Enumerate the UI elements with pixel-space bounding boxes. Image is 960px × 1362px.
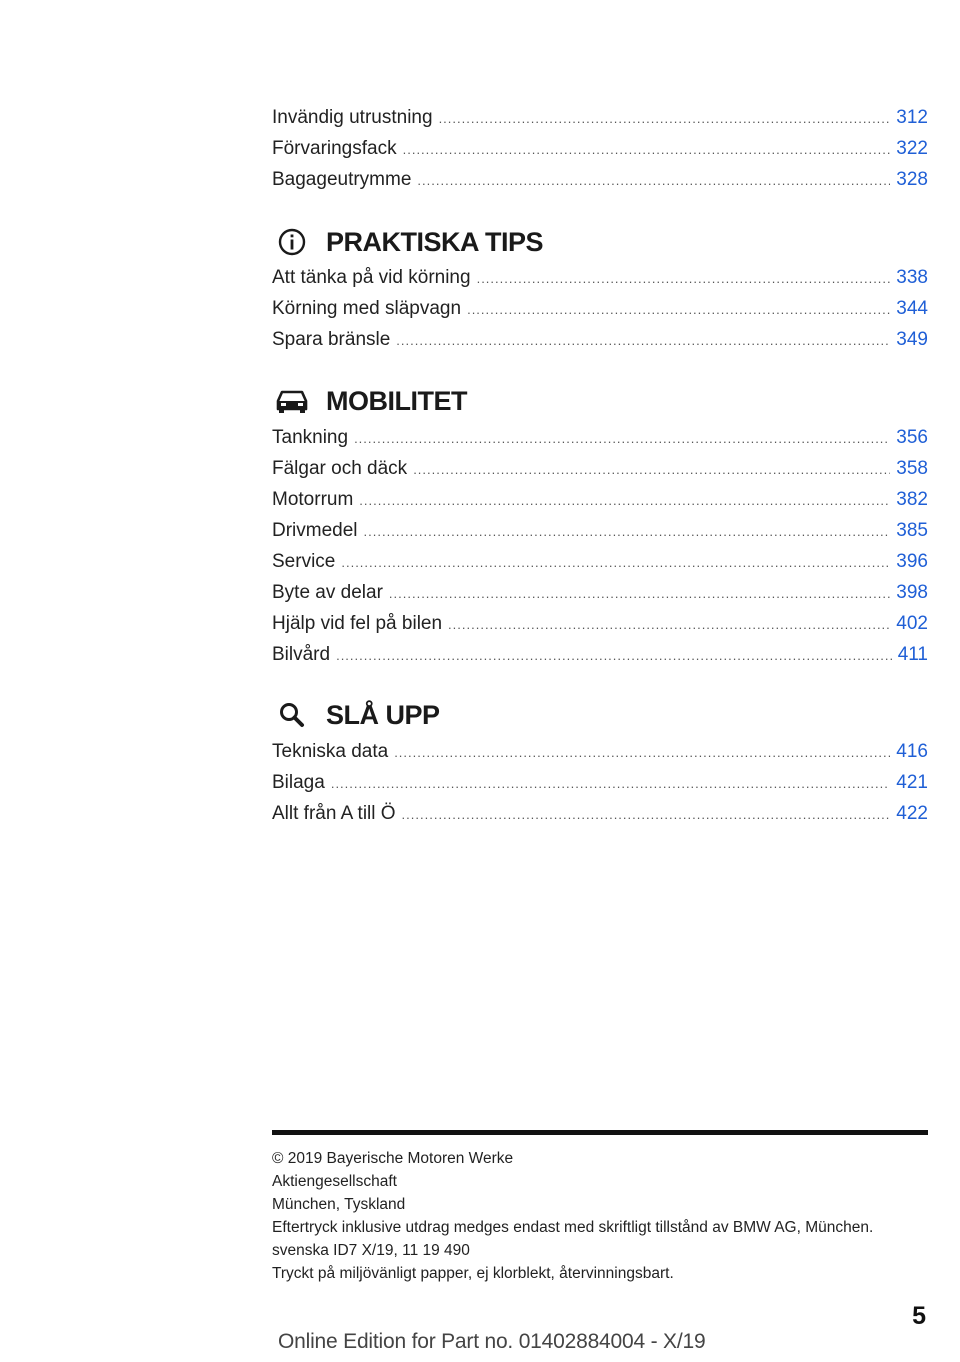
toc-entry-page-link[interactable]: 312 <box>896 107 928 128</box>
toc-entry-title: Allt från A till Ö <box>272 803 396 824</box>
leader-dots <box>477 263 891 294</box>
toc-entry-page-link[interactable]: 402 <box>896 613 928 634</box>
toc-entry-page-link[interactable]: 411 <box>897 644 928 665</box>
toc-entry-title: Tankning <box>272 427 349 448</box>
toc-entry-title: Bilvård <box>272 644 331 665</box>
toc-entry-title: Bagageutrymme <box>272 169 412 190</box>
toc-entry[interactable] <box>272 736 928 767</box>
toc-entry-page-link[interactable]: 349 <box>896 329 928 350</box>
toc-entry-title: Förvaringsfack <box>272 138 397 159</box>
toc-entry[interactable] <box>272 422 928 453</box>
toc-entry[interactable] <box>272 484 928 515</box>
magnifier-icon <box>272 695 312 735</box>
leader-dots <box>331 768 890 799</box>
section-heading: PRAKTISKA TIPS <box>326 226 544 257</box>
section-heading: MOBILITET <box>326 385 467 416</box>
leader-dots <box>354 423 890 454</box>
section-header-praktiska-tips <box>272 222 543 262</box>
watermark-text: Online Edition for Part no. 01402884004 - X/19 <box>278 1330 706 1353</box>
toc-entry[interactable] <box>272 133 928 164</box>
toc-entry-page-link[interactable]: 356 <box>896 427 928 448</box>
toc-list-top <box>272 102 928 195</box>
section-heading: SLÅ UPP <box>326 699 440 730</box>
toc-entry-title: Spara bränsle <box>272 329 391 350</box>
imprint-line: svenska ID7 X/19, 11 19 490 <box>272 1242 470 1259</box>
toc-entry-title: Drivmedel <box>272 520 358 541</box>
toc-entry-page-link[interactable]: 421 <box>896 772 928 793</box>
leader-dots <box>413 454 890 485</box>
leader-dots <box>364 516 891 547</box>
toc-list-sla-upp <box>272 736 928 829</box>
section-header-sla-upp <box>272 695 440 735</box>
imprint-line: © 2019 Bayerische Motoren Werke <box>272 1150 514 1167</box>
toc-entry-page-link[interactable]: 422 <box>896 803 928 824</box>
toc-entry[interactable] <box>272 324 928 355</box>
toc-entry-page-link[interactable]: 398 <box>896 582 928 603</box>
info-icon <box>272 222 312 262</box>
imprint-line: Aktiengesellschaft <box>272 1173 397 1190</box>
leader-dots <box>403 134 891 165</box>
toc-entry-title: Fälgar och däck <box>272 458 408 479</box>
toc-entry[interactable] <box>272 102 928 133</box>
toc-entry[interactable] <box>272 453 928 484</box>
leader-dots <box>336 640 892 671</box>
toc-entry-title: Tekniska data <box>272 741 389 762</box>
leader-dots <box>341 547 890 578</box>
toc-entry-title: Service <box>272 551 336 572</box>
toc-entry-page-link[interactable]: 416 <box>896 741 928 762</box>
toc-entry[interactable] <box>272 767 928 798</box>
toc-entry[interactable] <box>272 293 928 324</box>
toc-entry-page-link[interactable]: 344 <box>896 298 928 319</box>
toc-entry-page-link[interactable]: 358 <box>896 458 928 479</box>
toc-entry-page-link[interactable]: 385 <box>896 520 928 541</box>
toc-entry[interactable] <box>272 639 928 670</box>
leader-dots <box>439 103 891 134</box>
toc-entry[interactable] <box>272 798 928 829</box>
toc-entry-page-link[interactable]: 322 <box>896 138 928 159</box>
toc-entry[interactable] <box>272 515 928 546</box>
section-header-mobilitet <box>272 381 467 421</box>
toc-entry-title: Att tänka på vid körning <box>272 267 471 288</box>
toc-entry-page-link[interactable]: 396 <box>896 551 928 572</box>
toc-entry-title: Hjälp vid fel på bilen <box>272 613 443 634</box>
leader-dots <box>389 578 890 609</box>
leader-dots <box>417 165 890 196</box>
leader-dots <box>402 799 891 830</box>
toc-entry[interactable] <box>272 262 928 293</box>
leader-dots <box>448 609 890 640</box>
toc-entry-title: Körning med släpvagn <box>272 298 462 319</box>
toc-entry-page-link[interactable]: 328 <box>896 169 928 190</box>
toc-entry[interactable] <box>272 577 928 608</box>
leader-dots <box>359 485 890 516</box>
page-number: 5 <box>912 1302 926 1330</box>
toc-entry-title: Motorrum <box>272 489 354 510</box>
footer-divider <box>272 1130 928 1135</box>
toc-entry[interactable] <box>272 546 928 577</box>
toc-list-praktiska-tips <box>272 262 928 355</box>
car-icon <box>272 381 312 421</box>
leader-dots <box>467 294 890 325</box>
toc-entry-page-link[interactable]: 338 <box>896 267 928 288</box>
toc-entry-title: Invändig utrustning <box>272 107 433 128</box>
toc-list-mobilitet <box>272 422 928 670</box>
leader-dots <box>394 737 890 768</box>
imprint-line: Tryckt på miljövänligt papper, ej klorblekt, återvinningsbart. <box>272 1265 674 1282</box>
toc-entry-title: Bilaga <box>272 772 325 793</box>
imprint-line: München, Tyskland <box>272 1196 406 1213</box>
toc-entry[interactable] <box>272 608 928 639</box>
toc-entry[interactable] <box>272 164 928 195</box>
imprint-block <box>272 1147 928 1285</box>
imprint-line: Eftertryck inklusive utdrag medges endast med skriftligt tillstånd av BMW AG, München. <box>272 1219 874 1236</box>
toc-entry-page-link[interactable]: 382 <box>896 489 928 510</box>
leader-dots <box>396 325 890 356</box>
toc-entry-title: Byte av delar <box>272 582 383 603</box>
